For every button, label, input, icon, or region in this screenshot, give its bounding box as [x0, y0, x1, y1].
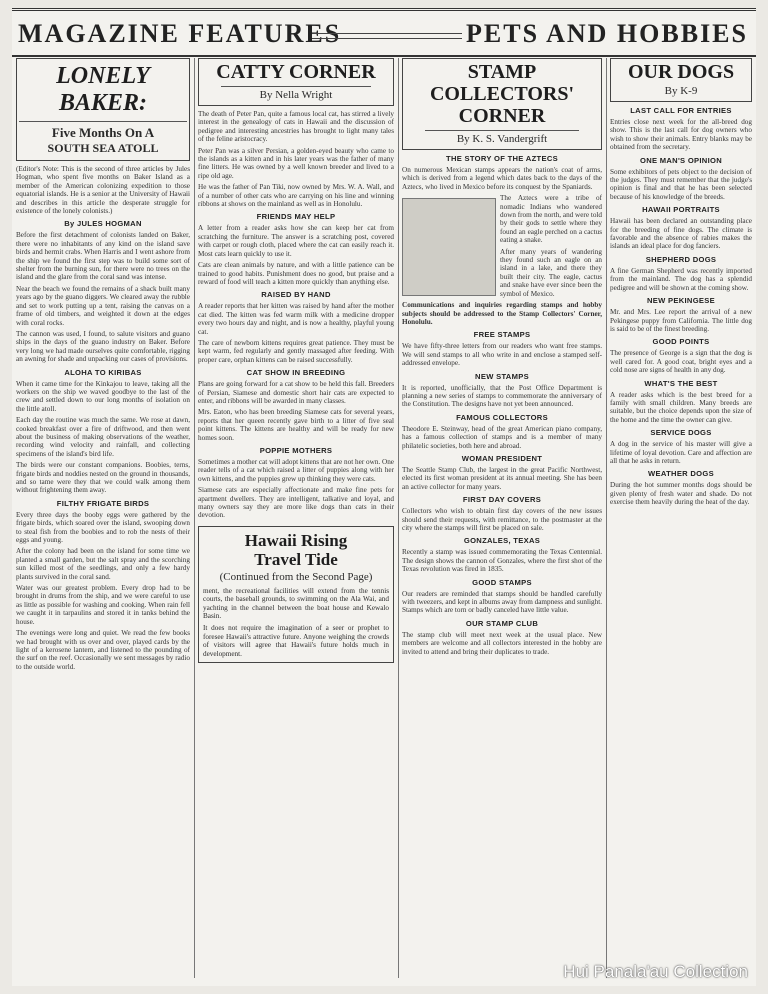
- our-dogs-headline-box: [610, 58, 752, 102]
- article-paragraph: Each day the routine was much the same. We rose at dawn, cooked breakfast over a fire of driftwood, and then went about the business of making observations of the weather, recording wind velocity and rainfall, and collecting specimens of the island's bird life.: [16, 416, 190, 458]
- article-paragraph: The evenings were long and quiet. We read the few books we had brought with us over and over, played cards by the light of a kerosene lantern, and listened to the pounding of the surf on the reef. Occasionally we sent messages by radio to the outside world.: [16, 629, 190, 671]
- column-rule: [606, 58, 607, 978]
- article-paragraph: When it came time for the Kinkajou to leave, taking all the workers on the ship we waved goodbye to the last of the crew and settled down to our long months of isolation on the little atoll.: [16, 379, 190, 413]
- byline: By JULES HOGMAN: [64, 219, 142, 229]
- subhead: OUR STAMP CLUB: [465, 618, 539, 628]
- article-paragraph: During the hot summer months dogs should be given plenty of fresh water and shade. Do not exercise them heavily during the heat of the day.: [610, 481, 752, 507]
- subhead: POPPIE MOTHERS: [259, 446, 333, 455]
- article-paragraph: Mrs. Eaton, who has been breeding Siamese cats for several years, reports that her queen recently gave birth to a litter of five seal point kittens. The kittens are healthy and will be ready for new homes soon.: [198, 408, 394, 442]
- subhead: HAWAII PORTRAITS: [642, 205, 720, 215]
- article-paragraph: A reader reports that her kitten was raised by hand after the mother cat died. The kitten was fed warm milk with a medicine dropper every two hours day and night, and is now a healthy, playful young cat.: [198, 302, 394, 336]
- article-paragraph: Hawaii has been declared an outstanding place for the breeding of fine dogs. The climate is favorable and the absence of rabies makes the islands an ideal place for dog fanciers.: [610, 217, 752, 251]
- masthead: [12, 8, 756, 57]
- article-paragraph: Cats are clean animals by nature, and with a little patience can be trained to good habits. Punishment does no good, but praise and a reward of food will teach a kitten more quickly than anything else.: [198, 261, 394, 286]
- hawaii-rising-title-line1: Hawaii Rising: [244, 530, 348, 550]
- mexican-stamp-image: [402, 198, 496, 296]
- catty-corner-title: CATTY CORNER: [216, 61, 376, 83]
- column-our-dogs: [610, 58, 752, 984]
- article-paragraph: The birds were our constant companions. Boobies, terns, frigate birds and noddies nested on the ground in thousands, and so tame were they that we could walk among them without frightening them away.: [16, 461, 190, 495]
- column-catty-corner: [198, 58, 394, 984]
- article-paragraph: The care of newborn kittens requires great patience. They must be kept warm, fed regularly and gently massaged after feeding. With proper care, orphan kittens can be raised successfully.: [198, 338, 394, 364]
- article-paragraph: Theodore E. Steinway, head of the great American piano company, has a famous collection of stamps and is a member of many philatelic societies, both here and abroad.: [402, 424, 602, 450]
- article-paragraph: Plans are going forward for a cat show to be held this fall. Breeders of Persian, Siamese and domestic short hair cats are expected to enter, and ribbons will be awarded in many classes.: [198, 380, 394, 405]
- masthead-left-title: MAGAZINE FEATURES: [18, 19, 342, 48]
- stamp-corner-title-line1: STAMP COLLECTORS': [429, 61, 575, 105]
- article-paragraph: A reader asks which is the best breed for a family with small children. Many breeds are suitable, but the choice depends upon the size of the home and the time the owner can give.: [610, 390, 752, 424]
- article-paragraph: After many years of wandering they found such an eagle on an island in a lake, and there they built their city. The eagle, cactus and snake have ever since been the symbol of Mexico.: [500, 247, 602, 298]
- article-paragraph: A dog in the service of his master will give a lifetime of loyal devotion. Care and affection are all that he asks in return.: [610, 440, 752, 465]
- subhead: ALOHA TO KIRIBAS: [64, 367, 142, 377]
- article-paragraph: The presence of George is a sign that the dog is well cared for. A good coat, bright eyes and a cold nose are signs of health in any dog.: [610, 349, 752, 375]
- article-paragraph: Collectors who wish to obtain first day covers of the new issues should send their requests, with remittance, to the postmaster at the city where the stamps will first be placed on sale.: [402, 507, 602, 532]
- article-paragraph: Water was our greatest problem. Every drop had to be brought in drums from the ship, and we were careful to use as little as possible for washing and cooking. When rain fell we caught it in tarpaulins and stored it in tanks behind the house.: [16, 584, 190, 626]
- subhead: GOOD STAMPS: [472, 577, 532, 587]
- article-paragraph: Near the beach we found the remains of a shack built many years ago by the guano diggers. We cleared away the rubble and set to work putting up a tent, raising the canvas on a frame of old timbers, and weighted it down at the edges with coral rocks.: [16, 284, 190, 327]
- title-rule: [221, 86, 371, 87]
- article-paragraph: ment, the recreational facilities will extend from the tennis courts, the baseball grounds, to swimming on the Ala Wai, and yachting in the channel between the boat house and Kewalo Basin.: [203, 586, 389, 621]
- article-paragraph: On numerous Mexican stamps appears the nation's coat of arms, which is derived from a legend which dates back to the days of the Aztecs, who lived in Mexico before its conquest by the Spaniards.: [402, 166, 602, 191]
- column-rule: [194, 58, 195, 978]
- article-paragraph: (Editor's Note: This is the second of three articles by Jules Hogman, who spent five months on Baker Island as a member of the American colonizing expedition to those equatorial islands. He is a senior at the University of Hawaii and describes in this article the desperate struggle for existence of the lonely colonists.): [16, 165, 190, 216]
- subhead: CAT SHOW IN BREEDING: [246, 368, 346, 378]
- subhead: WOMAN PRESIDENT: [461, 453, 543, 463]
- subhead: FRIENDS MAY HELP: [256, 212, 336, 222]
- lonely-baker-deck: Five Months On A: [51, 125, 155, 140]
- article-paragraph: The cannon was used, I found, to salute visitors and guano ships in the days of the guano industry on Baker. Before very long we had made ourselves quite comfortable, rigging an awning for shade and unpacking our cases of provisions.: [16, 329, 190, 364]
- column-rule: [398, 58, 399, 978]
- notice-paragraph: Communications and inquiries regarding stamps and hobby subjects should be addressed to the Stamp Collectors' Corner, Honolulu.: [402, 301, 602, 326]
- collection-watermark: Hui Panala'au Collection: [563, 962, 748, 981]
- title-rule: [425, 130, 579, 131]
- article-paragraph: The Aztecs were a tribe of nomadic Indians who wandered down from the north, and were told by their gods to settle where they found an eagle perched on a cactus eating a snake.: [500, 194, 602, 245]
- article-paragraph: Mr. and Mrs. Lee report the arrival of a new Pekingese puppy from California. The little dog is said to be of the finest breeding.: [610, 308, 752, 333]
- article-paragraph: Entries close next week for the all-breed dog show. This is the last call for dog owners who wish to show their animals. Entry blanks may be obtained from the secretary.: [610, 118, 752, 152]
- article-paragraph: Sometimes a mother cat will adopt kittens that are not her own. One reader tells of a cat which raised a litter of puppies along with her own kittens, and the puppies grew up thinking they were cats.: [198, 458, 394, 483]
- subhead: FREE STAMPS: [473, 330, 531, 340]
- catty-corner-headline-box: [198, 58, 394, 106]
- masthead-divider-rule: [312, 33, 462, 39]
- subhead: LAST CALL FOR ENTRIES: [630, 106, 732, 115]
- hawaii-rising-title-line2: Travel Tide: [254, 549, 338, 569]
- subhead: NEW STAMPS: [475, 371, 529, 381]
- article-paragraph: The Seattle Stamp Club, the largest in the great Pacific Northwest, elected its first woman president at its annual meeting. She has been an active collector for many years.: [402, 465, 602, 491]
- stamp-corner-headline-box: [402, 58, 602, 150]
- article-paragraph: Recently a stamp was issued commemorating the Texas Centennial. The design shows the cannon of Gonzales, where the first shot of the Texas revolution was fired in 1835.: [402, 548, 602, 574]
- article-paragraph: The stamp club will meet next week at the usual place. New members are welcome and all collectors interested in the hobby are invited to attend and bring their duplicates to trade.: [402, 630, 602, 656]
- article-paragraph: Siamese cats are especially affectionate and make fine pets for apartment dwellers. They are intelligent, talkative and loyal, and many owners say they are more like dogs than cats in their devotion.: [198, 486, 394, 520]
- catty-corner-byline: By Nella Wright: [259, 89, 333, 101]
- subhead: GOOD POINTS: [652, 337, 710, 347]
- subhead: RAISED BY HAND: [261, 290, 331, 300]
- article-paragraph: It does not require the imagination of a seer or prophet to foresee Hawaii's attractive future. Anyone weighing the crowds of visitors will agree that Hawaii's future holds much in development.: [203, 624, 389, 658]
- article-paragraph: Every three days the booby eggs were gathered by the frigate birds, which soared over the island, swooping down to steal fish from the boobies and to rob the nests of their eggs and young.: [16, 510, 190, 545]
- subhead: SHEPHERD DOGS: [645, 254, 717, 264]
- subhead: THE STORY OF THE AZTECS: [446, 154, 558, 163]
- article-paragraph: We have fifty-three letters from our readers who want free stamps. We will send stamps to all who write in and enclose a stamped self-addressed envelope.: [402, 342, 602, 368]
- subhead: WEATHER DOGS: [648, 469, 714, 479]
- article-paragraph: Our readers are reminded that stamps should be handled carefully with tweezers, and kept in albums away from dampness and sunlight. Stamps which are torn or badly canceled have little value.: [402, 589, 602, 615]
- masthead-right-title: PETS AND HOBBIES: [466, 19, 748, 48]
- hawaii-rising-continued: (Continued from the Second Page): [219, 570, 373, 583]
- subhead: FIRST DAY COVERS: [462, 495, 542, 505]
- subhead: NEW PEKINGESE: [646, 296, 716, 306]
- column-stamp-collectors: [402, 58, 602, 984]
- our-dogs-title: OUR DOGS: [627, 61, 735, 83]
- article-paragraph: Before the first detachment of colonists landed on Baker, there were no inhabitants of any kind on the island save birds and hermit crabs. When Harris and I went ashore from the ship we found the first step was to build some sort of shelter from the burning sun, for there were no trees on the island and the glare from the coral sand was intense.: [16, 231, 190, 282]
- stamp-corner-title-line2: CORNER: [458, 105, 546, 127]
- newspaper-page: [12, 8, 756, 986]
- subhead: ONE MAN'S OPINION: [639, 155, 722, 165]
- our-dogs-byline: By K-9: [664, 85, 698, 97]
- lonely-baker-headline-box: [16, 58, 190, 161]
- article-paragraph: It is reported, unofficially, that the Post Office Department is planning a new series of stamps to commemorate the anniversary of the Constitution. The designs have not yet been announced.: [402, 383, 602, 409]
- article-paragraph: The death of Peter Pan, quite a famous local cat, has stirred a lively interest in the genealogy of cats in Hawaii and the discussion of pedigree and interesting ancestries has brought to light many tales of the feline aristocracy.: [198, 110, 394, 144]
- subhead: WHAT'S THE BEST: [644, 378, 718, 388]
- lonely-baker-title: LONELY BAKER:: [19, 61, 187, 122]
- article-paragraph: He was the father of Pan Tiki, now owned by Mrs. W. A. Wall, and of a number of other cats who are carrying on his line and winning ribbons at shows on the mainland as well as in Honolulu.: [198, 183, 394, 209]
- article-paragraph: Some exhibitors of pets object to the decision of the judges. They must remember that the judge's opinion is final and that he has been selected because of his knowledge of the breeds.: [610, 167, 752, 201]
- subhead: FAMOUS COLLECTORS: [456, 412, 548, 422]
- article-paragraph: A letter from a reader asks how she can keep her cat from scratching the furniture. The answer is a scratching post, covered with carpet or rough cloth, placed where the cat can easily reach it. Most cats learn quickly to use it.: [198, 224, 394, 258]
- column-lonely-baker: [16, 58, 190, 984]
- lonely-baker-subdeck: SOUTH SEA ATOLL: [47, 141, 159, 155]
- subhead: FILTHY FRIGATE BIRDS: [56, 498, 150, 508]
- stamp-corner-byline: By K. S. Vandergrift: [456, 133, 548, 145]
- hawaii-rising-box: [198, 526, 394, 663]
- article-paragraph: After the colony had been on the island for some time we planted a small garden, but the salt spray and the scorching sun killed most of the seedlings, and only a few hardy plants survived in the coral sand.: [16, 547, 190, 581]
- subhead: SERVICE DOGS: [650, 428, 712, 438]
- subhead: GONZALES, TEXAS: [463, 536, 541, 546]
- article-paragraph: A fine German Shepherd was recently imported from the mainland. The dog has a splendid pedigree and will be shown at the coming show.: [610, 266, 752, 292]
- article-paragraph: Peter Pan was a silver Persian, a golden-eyed beauty who came to the islands as a kitten and in his later years was the father of many fine litters. He was owned by a well known breeder and lived to a ripe old age.: [198, 146, 394, 180]
